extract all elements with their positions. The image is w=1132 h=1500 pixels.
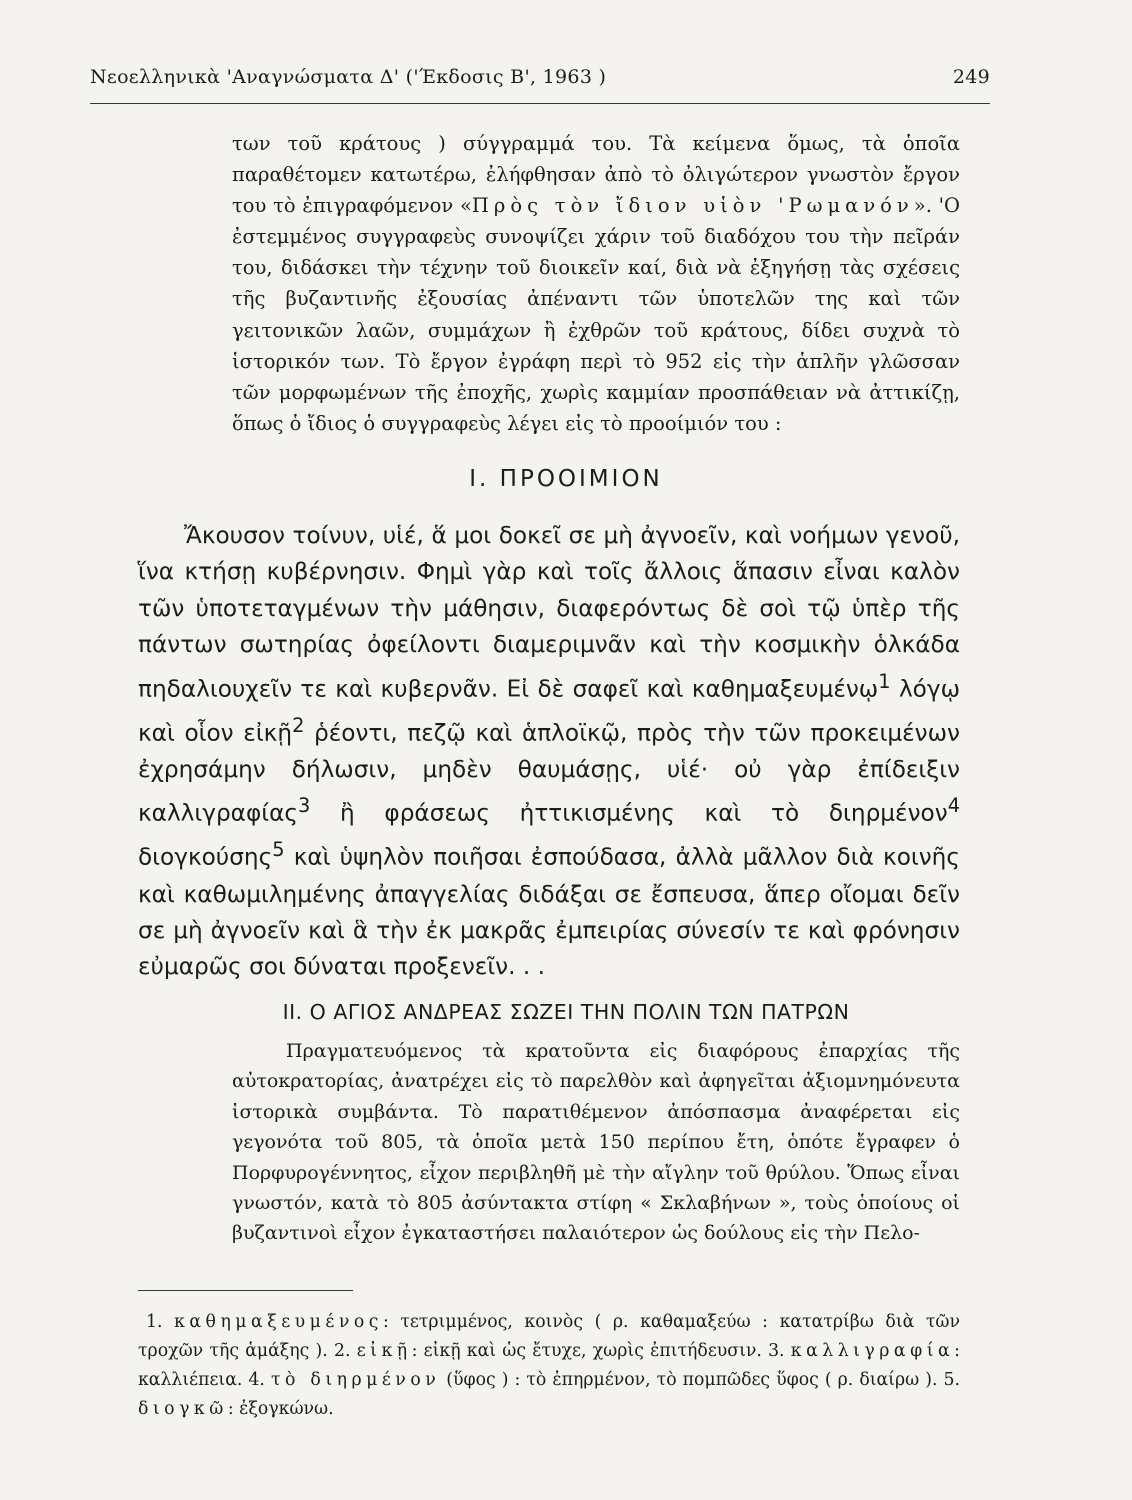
section2-text: Πραγματευόμενος τὰ κρατοῦντα εἰς διαφόρους ἐπαρχίας τῆς αὐτοκρατορίας, ἀνατρέχει εἰς τὸ παρελθὸν καὶ ἀφηγεῖται ἀξιομνημόνευτα ἱστορικὰ συμβάντα. Τὸ παρατιθέμενον ἀπόσπασμα ἀναφέρεται εἰς γεγονότα τοῦ 805, τὰ ὁποῖα μετὰ 150 περίπου ἔτη, ὁπότε ἔγραφεν ὁ Πορφυρογέννητος, εἶχον περιβληθῆ μὲ τὴν αἴγλην τοῦ θρύλου. Ὅπως εἶναι γνωστόν, κατὰ τὸ 805 ἀσύντακτα στίφη « Σκλαβήνων », τοὺς ὁποίους οἱ βυζαντινοὶ εἶχον ἐγκαταστήσει παλαιότερον ὡς δούλους εἰς τὴν Πελο- <box>232 1040 960 1245</box>
prooimion-seg-5: διογκούσης <box>138 844 273 872</box>
footnote-ref-5: 5 <box>272 838 285 862</box>
footnote-def: : εἰκῇ καὶ ὡς ἔτυχε, χωρὶς ἐπιτήδευσιν. <box>411 1341 769 1361</box>
footnote-num: 5. <box>943 1370 961 1390</box>
intro-work-title: Πρὸς τὸν ἴδιον υἱὸν 'Ρωμανόν <box>471 194 914 218</box>
footnote-num: 4. <box>248 1370 265 1390</box>
prooimion-seg-3: ῥέοντι, πεζῷ καὶ ἁπλοϊκῷ, πρὸς τὴν τῶν προκειμένων ἐχρησάμην δήλωσιν, μηδὲν θαυμάσῃς, υἱέ· οὐ γὰρ ἐπίδειξιν καλλιγραφίας <box>138 719 960 828</box>
footnote-ref-2: 2 <box>292 713 305 737</box>
running-header <box>90 66 990 88</box>
footnote-ref-3: 3 <box>298 794 311 818</box>
footnote-ref-1: 1 <box>878 669 891 693</box>
intro-text-2: ». 'Ο ἐστεμμένος συγγραφεὺς συνοψίζει χάριν τοῦ διαδόχου του τὴν πεῖράν του, διδάσκει τὴν τέχνην τοῦ διοικεῖν καί, διὰ νὰ ἐξηγήσῃ τὰς σχέσεις τῆς βυζαντινῆς ἐξουσίας ἀπέναντι τῶν ὑποτελῶν της καὶ τῶν γειτονικῶν λαῶν, συμμάχων ἢ ἐχθρῶν τοῦ κράτους, δίδει συχνὰ τὸ ἱστορικόν των. Τὸ ἔργον ἐγράφη περὶ τὸ 952 εἰς τὴν ἁπλῆν γλῶσσαν τῶν μορφωμένων τῆς ἐποχῆς, χωρὶς καμμίαν προσπάθειαν νὰ ἀττικίζῃ, ὅπως ὁ ἴδιος ὁ συγγραφεὺς λέγει εἰς τὸ προοίμιόν του : <box>232 194 960 435</box>
footnote-term: διογκῶ <box>138 1399 228 1419</box>
prooimion-seg-2: λόγῳ καὶ οἷον εἰκῇ <box>138 675 960 747</box>
footnote-num: 3. <box>768 1341 785 1361</box>
footnote-def: : τετριμμένος, κοινὸς ( ρ. καθαμαξεύω : κατατρίβω διὰ τῶν τροχῶν τῆς ἁμάξης ). <box>138 1312 960 1361</box>
footnote-term: τὸ διηρμένον <box>270 1370 441 1390</box>
page-number: 249 <box>952 66 990 88</box>
footnotes <box>138 1308 960 1424</box>
prooimion-text <box>138 518 960 986</box>
intro-paragraph <box>232 128 960 439</box>
footnote-def: (ὕφος ) : τὸ ἐπηρμένον, τὸ πομπῶδες ὕφος ( ρ. διαίρω ). <box>440 1370 944 1390</box>
prooimion-seg-4: ἢ φράσεως ἠττικισμένης καὶ τὸ διηρμένον <box>310 800 948 828</box>
header-title: Νεοελληνικὰ 'Αναγνώσματα Δ' ('Έκδοσις Β', 1963 ) <box>90 66 607 88</box>
prooimion-seg-1: Ἄκουσον τοίνυν, υἱέ, ἅ μοι δοκεῖ σε μὴ ἀγνοεῖν, καὶ νοήμων γενοῦ, ἵνα κτήσῃ κυβέρνησιν. Φημὶ γὰρ καὶ τοῖς ἄλλοις ἅπασιν εἶναι καλὸν τῶν ὑποτεταγμένων τὴν μάθησιν, διαφερόντως δὲ σοὶ τῷ ὑπὲρ τῆς πάντων σωτηρίας ὀφείλοντι διαμεριμνᾶν καὶ τὴν κοσμικὴν ὁλκάδα πηδαλιουχεῖν τε καὶ κυβερνᾶν. Εἰ δὲ σαφεῖ καὶ καθημαξευμένῳ <box>138 522 960 703</box>
footnote-def: : καλλιέπεια. <box>138 1341 960 1390</box>
footnote-term: εἰκῇ <box>356 1341 412 1361</box>
section-title-agios-andreas: ΙΙ. Ο ΑΓΙΟΣ ΑΝΔΡΕΑΣ ΣΩΖΕΙ ΤΗΝ ΠΟΛΙΝ ΤΩΝ ΠΑΤΡΩΝ <box>282 1000 850 1024</box>
footnote-ref-4: 4 <box>947 794 960 818</box>
footnote-term: καθημαξευμένος <box>174 1312 383 1332</box>
footnote-term: καλλιγραφία <box>790 1341 955 1361</box>
intro-text-1: των τοῦ κράτους ) σύγγραμμά του. Τὰ κείμενα ὅμως, τὰ ὁποῖα παραθέτομεν κατωτέρω, ἐλήφθησαν ἀπὸ τὸ ὀλιγώτερον γνωστὸν ἔργον του τὸ ἐπιγραφόμενον « <box>232 132 960 218</box>
section-title-prooimion: Ι. ΠΡΟΟΙΜΙΟΝ <box>469 466 663 492</box>
footnote-def: : ἐξογκώνω. <box>227 1399 334 1419</box>
prooimion-seg-6: καὶ ὑψηλὸν ποιῆσαι ἐσπούδασα, ἀλλὰ μᾶλλον διὰ κοινῆς καὶ καθωμιλημένης ἀπαγγελίας διδάξαι σε ἔσπευσα, ἅπερ οἴομαι δεῖν σε μὴ ἀγνοεῖν καὶ ἃ τὴν ἐκ μακρᾶς ἐμπειρίας σύνεσίν τε καὶ φρόνησιν εὐμαρῶς σοι δύναται προξενεῖν. . . <box>138 844 960 981</box>
footnote-num: 2. <box>334 1341 351 1361</box>
section2-paragraph <box>232 1036 960 1249</box>
footnote-num: 1. <box>146 1312 163 1332</box>
header-rule <box>90 103 990 104</box>
footnote-rule <box>138 1290 353 1291</box>
